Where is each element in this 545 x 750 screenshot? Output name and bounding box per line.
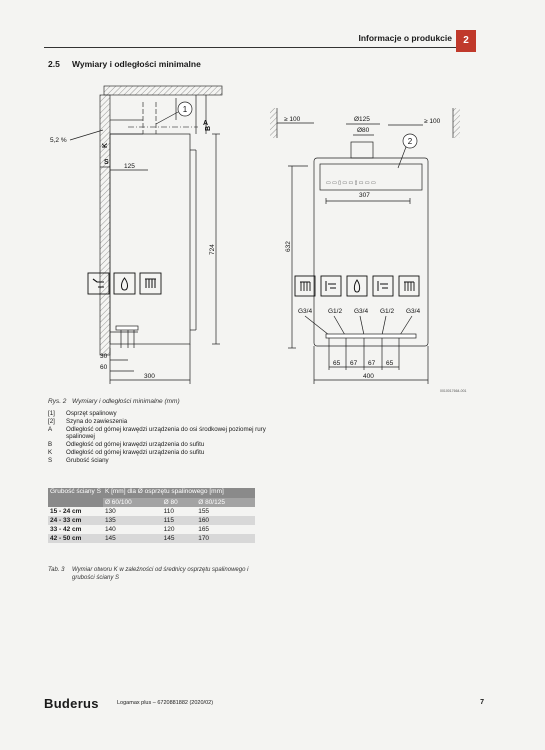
page-footer xyxy=(44,696,484,710)
table-subheader: Ø 60/100 xyxy=(103,498,162,507)
dim-60: 60 xyxy=(100,364,108,371)
dim-400: 400 xyxy=(363,373,374,380)
radiator-icon xyxy=(140,273,161,294)
table-row: 42 - 50 cm 145 145 170 xyxy=(48,534,255,543)
figure-caption-text: Wymiary i odległości minimalne (mm) xyxy=(72,398,180,405)
dim-300: 300 xyxy=(144,373,155,380)
dim-632: 632 xyxy=(285,241,292,252)
dia-80: Ø80 xyxy=(357,127,370,134)
figure-caption xyxy=(48,398,180,405)
section-heading xyxy=(48,59,201,69)
table-subheader: Ø 80/125 xyxy=(196,498,255,507)
mounting-rail xyxy=(320,164,422,190)
front-symbols xyxy=(295,276,419,296)
chapter-tab: 2 xyxy=(456,30,476,52)
boiler-side xyxy=(110,134,190,344)
side-symbols xyxy=(88,273,161,294)
header-rule xyxy=(44,47,456,48)
dia-125: Ø125 xyxy=(354,116,370,123)
wall xyxy=(100,95,110,355)
gap-left: ≥ 100 xyxy=(284,116,301,123)
callout-1-label: 1 xyxy=(182,105,188,114)
legend-item: [2] Szyna do zawieszenia xyxy=(48,417,128,425)
dim-67-b: 67 xyxy=(368,360,376,367)
header-title: Informacje o produkcie xyxy=(358,33,452,43)
front-view xyxy=(270,108,460,384)
figure-legend xyxy=(48,410,278,465)
conn-g34-c: G3/4 xyxy=(406,308,421,315)
dim-30: 30 xyxy=(100,353,108,360)
label-k: K xyxy=(102,142,109,148)
table-row: 33 - 42 cm 140 120 165 xyxy=(50,526,210,533)
side-wall-left xyxy=(270,108,277,138)
section-title: Wymiary i odległości minimalne xyxy=(72,59,201,69)
table-row: 24 - 33 cm 135 115 160 xyxy=(48,516,255,525)
legend-item: B Odległość od górnej krawędzi urządzenia do sufitu xyxy=(48,441,205,449)
gap-right: ≥ 100 xyxy=(424,118,441,125)
ceiling xyxy=(104,86,222,95)
svg-text:▭ ▭ ▯ ▭ ▭ ▯ ▭ ▭ ▭: ▭ ▭ ▯ ▭ ▭ ▯ ▭ ▭ ▭ xyxy=(326,180,376,186)
flow-heating-icon xyxy=(295,276,315,296)
label-b: B xyxy=(205,125,212,131)
conn-g12-a: G1/2 xyxy=(328,308,343,315)
callout-2-label: 2 xyxy=(407,137,413,146)
dim-65-a: 65 xyxy=(333,360,341,367)
footer-text: Logamax plus – 6720881882 (2020/02) xyxy=(117,700,214,706)
legend-item: K Odległość od górnej krawędzi urządzenia do sufitu xyxy=(48,448,205,456)
table-subheader: Ø 80 xyxy=(162,498,197,507)
label-a: A xyxy=(203,120,209,127)
table-header-row xyxy=(48,488,255,498)
gas-icon xyxy=(347,276,367,296)
figure-caption-number: Rys. 2 xyxy=(48,398,67,405)
table-row: 15 - 24 cm 130 110 155 xyxy=(50,508,210,515)
dim-307: 307 xyxy=(359,192,370,199)
table-header-span: K [mm] dla Ø osprzętu spalinowego [mm] xyxy=(103,488,255,498)
brand-logo: Buderus xyxy=(44,696,99,711)
table-header-wall: Grubość ściany S xyxy=(48,488,103,507)
dim-67-a: 67 xyxy=(350,360,358,367)
figure-id: 0010017664-001 xyxy=(440,389,467,393)
conn-g34-b: G3/4 xyxy=(354,308,369,315)
page-header xyxy=(44,30,476,52)
dimension-table xyxy=(48,488,255,543)
legend-item: A Odległość od górnej krawędzi urządzenia do osi środkowej poziomej rury spalinowej xyxy=(48,425,266,441)
dim-125: 125 xyxy=(124,163,135,170)
section-number: 2.5 xyxy=(48,59,60,69)
legend-item: [1] Osprzęt spalinowy xyxy=(48,410,117,417)
legend-item: S Grubość ściany xyxy=(48,456,109,464)
conn-g34-a: G3/4 xyxy=(298,308,313,315)
table-caption xyxy=(48,566,249,581)
hot-water-icon xyxy=(321,276,341,296)
table-caption-text: Wymiar otworu K w zależności od średnicy osprzętu spalinowego i grubości ściany S xyxy=(72,567,249,581)
table-caption-number: Tab. 3 xyxy=(48,567,65,573)
label-s: S xyxy=(104,159,109,166)
dim-65-b: 65 xyxy=(386,360,394,367)
label-slope: 5,2 % xyxy=(50,137,67,144)
conn-g12-b: G1/2 xyxy=(380,308,395,315)
side-wall-right xyxy=(453,108,460,138)
dimension-drawing xyxy=(48,80,441,390)
dim-724: 724 xyxy=(209,244,216,255)
return-heating-icon xyxy=(399,276,419,296)
gas-flame-icon xyxy=(114,273,135,294)
page-number: 7 xyxy=(480,699,484,706)
cold-water-icon xyxy=(373,276,393,296)
side-view xyxy=(50,86,222,384)
